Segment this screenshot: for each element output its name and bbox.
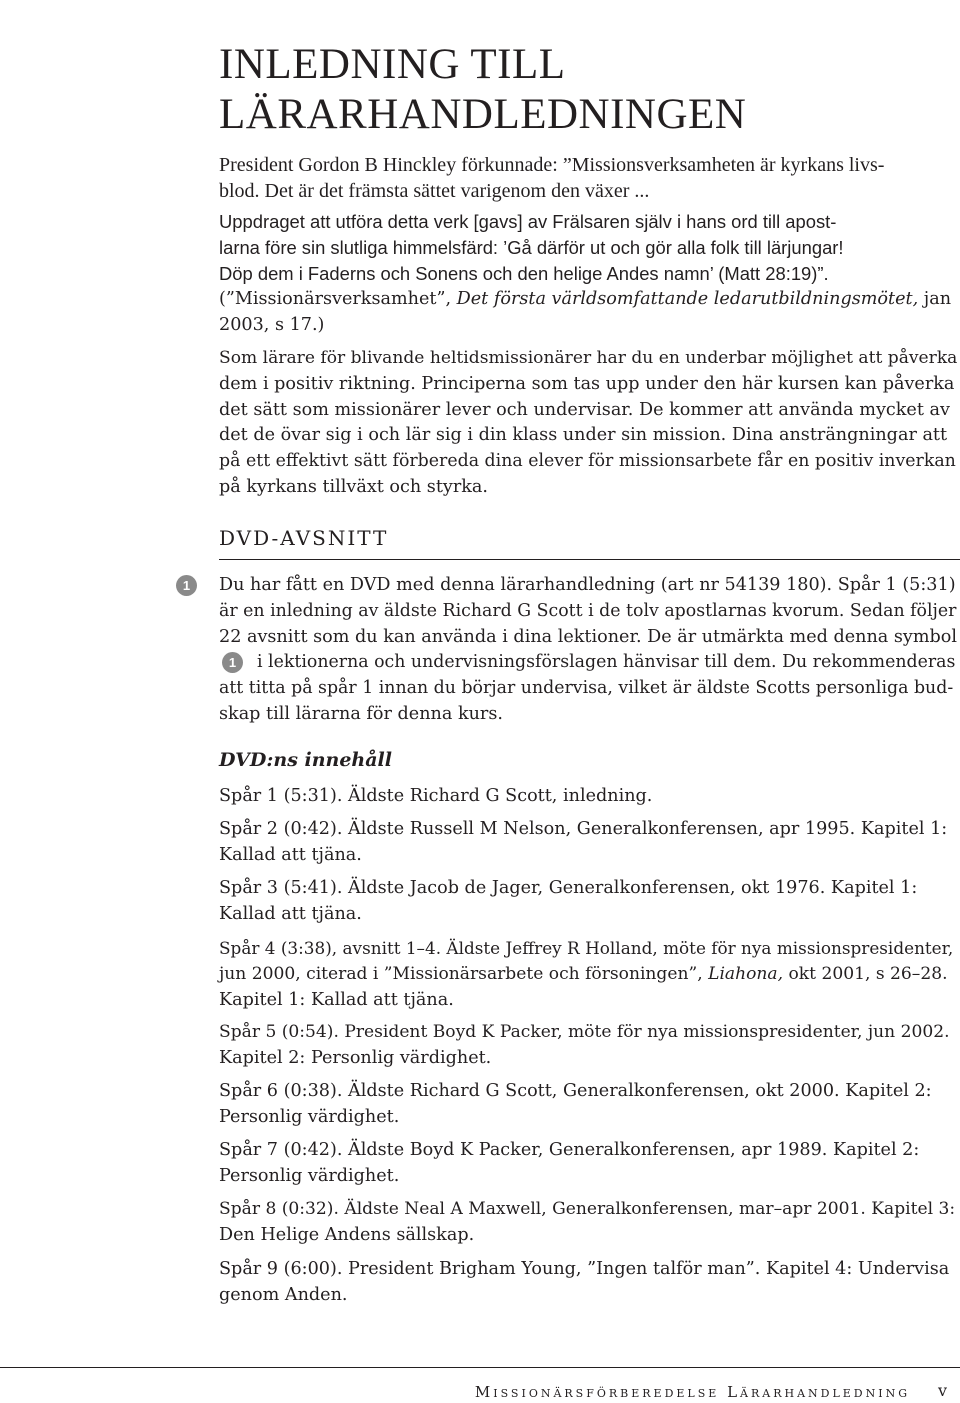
text-line: Spår 7 (0:42). Äldste Boyd K Packer, Generalkonferensen, apr 1989. Kapitel 2: (219, 1140, 920, 1160)
citation-close: jan (918, 289, 952, 309)
text-line: Kapitel 1: Kallad att tjäna. (219, 989, 454, 1010)
dvd-intro-paragraph (219, 573, 957, 728)
track-entry (219, 1197, 957, 1249)
text-line: är en inledning av äldste Richard G Scott i de tolv apostlarnas kvorum. Sedan följer (219, 600, 957, 621)
text-line: Som lärare för blivande heltidsmissionärer har du en underbar möjlighet att påverka (219, 348, 958, 368)
text-line: Personlig värdighet. (219, 1165, 400, 1186)
text-line: larna före sin slutliga himmelsfärd: ’Gå därför ut och gör alla folk till lärjungar! (219, 236, 844, 258)
text-line: Spår 8 (0:32). Äldste Neal A Maxwell, Generalkonferensen, mar–apr 2001. Kapitel 3: (219, 1199, 956, 1219)
dvd-symbol-icon: 1 (222, 652, 243, 673)
section-heading-dvd: DVD-AVSNITT (219, 526, 389, 550)
title-line: INLEDNING TILL (219, 41, 566, 88)
title-line: LÄRARHANDLEDNINGEN (219, 91, 747, 138)
track-entry (219, 784, 957, 810)
track-entry (219, 817, 957, 869)
text-line: dem i positiv riktning. Principerna som tas upp under den här kursen kan påverka (219, 373, 955, 394)
track4-text-after: okt 2001, s 26–28. (783, 963, 948, 984)
dvd-contents-heading: DVD:ns innehåll (219, 749, 392, 771)
citation-italic: Det första världsomfattande ledarutbildningsmötet, (456, 289, 919, 309)
track-entry (219, 1079, 957, 1131)
track-entry (219, 1020, 957, 1072)
quote-paragraph (219, 153, 957, 205)
text-line: på kyrkans tillväxt och styrka. (219, 476, 488, 497)
text-line: Uppdraget att utföra detta verk [gavs] av Frälsaren själv i hans ord till apost- (219, 211, 837, 232)
text-line: Kallad att tjäna. (219, 844, 362, 865)
page-title (219, 40, 919, 140)
text-line: Kallad att tjäna. (219, 903, 362, 924)
text-line: Döp dem i Faderns och Sonens och den helige Andes namn’ (Matt 28:19)”. (219, 262, 829, 284)
page-number: v (938, 1381, 948, 1400)
text-line: att titta på spår 1 innan du börjar undervisa, vilket är äldste Scotts personliga bud- (219, 678, 954, 699)
track-entry (219, 936, 957, 1013)
text-line: Du har fått en DVD med denna lärarhandledning (art nr 54139 180). Spår 1 (5:31) (219, 575, 956, 595)
text-line: Den Helige Andens sällskap. (219, 1224, 475, 1245)
text-line: Spår 5 (0:54). President Boyd K Packer, möte för nya missionspresidenter, jun 2002. (219, 1022, 950, 1042)
text-line: 2003, s 17.) (219, 314, 325, 335)
text-line: Spår 4 (3:38), avsnitt 1–4. Äldste Jeffrey R Holland, möte för nya missionspresidenter, (219, 938, 954, 958)
track-entry (219, 1257, 957, 1309)
footer-divider (0, 1367, 960, 1368)
citation-open: (”Missionärsverksamhet”, (219, 289, 457, 309)
teacher-paragraph (219, 346, 957, 501)
text-line: President Gordon B Hinckley förkunnade: ”Missionsverksamheten är kyrkans livs- (219, 154, 885, 176)
text-line: Kapitel 2: Personlig värdighet. (219, 1047, 492, 1068)
dvd-track-badge-icon: 1 (176, 575, 197, 596)
text-line: 22 avsnitt som du kan använda i dina lektioner. De är utmärkta med denna symbol (219, 626, 958, 647)
text-line (219, 287, 957, 313)
text-line: Personlig värdighet. (219, 1106, 400, 1127)
footer-title: Missionärsförberedelse Lärarhandledning (474, 1383, 910, 1401)
track4-text-italic: Liahona, (708, 963, 784, 984)
text-line: det sätt som missionärer lever och undervisar. De kommer att använda mycket av (219, 399, 950, 420)
text-line: det de övar sig i och lär sig i din klass under sin mission. Dina ansträngningar att (219, 425, 948, 446)
text-line: Spår 1 (5:31). Äldste Richard G Scott, inledning. (219, 786, 653, 806)
text-line: Spår 6 (0:38). Äldste Richard G Scott, Generalkonferensen, okt 2000. Kapitel 2: (219, 1081, 932, 1101)
text-line: blod. Det är det främsta sättet varigenom den växer ... (219, 179, 650, 202)
text-line: Spår 3 (5:41). Äldste Jacob de Jager, Generalkonferensen, okt 1976. Kapitel 1: (219, 878, 918, 898)
citation-paragraph (219, 287, 957, 339)
track-entry (219, 876, 957, 928)
mission-paragraph (219, 209, 957, 286)
text-line: på ett effektivt sätt förbereda dina elever för missionsarbete får en positiv inverkan (219, 451, 956, 472)
text-line: i lektionerna och undervisningsförslagen hänvisar till dem. Du rekommenderas (257, 652, 956, 673)
track4-text-before: jun 2000, citerad i ”Missionärsarbete och försoningen”, (219, 963, 709, 984)
section-divider (219, 559, 960, 560)
text-line: skap till lärarna för denna kurs. (219, 703, 503, 724)
text-line: Spår 9 (6:00). President Brigham Young, ”Ingen talför man”. Kapitel 4: Undervisa (219, 1259, 950, 1279)
text-line: Spår 2 (0:42). Äldste Russell M Nelson, Generalkonferensen, apr 1995. Kapitel 1: (219, 819, 948, 839)
track-entry (219, 1138, 957, 1190)
text-line (219, 962, 957, 988)
text-line: genom Anden. (219, 1284, 348, 1305)
